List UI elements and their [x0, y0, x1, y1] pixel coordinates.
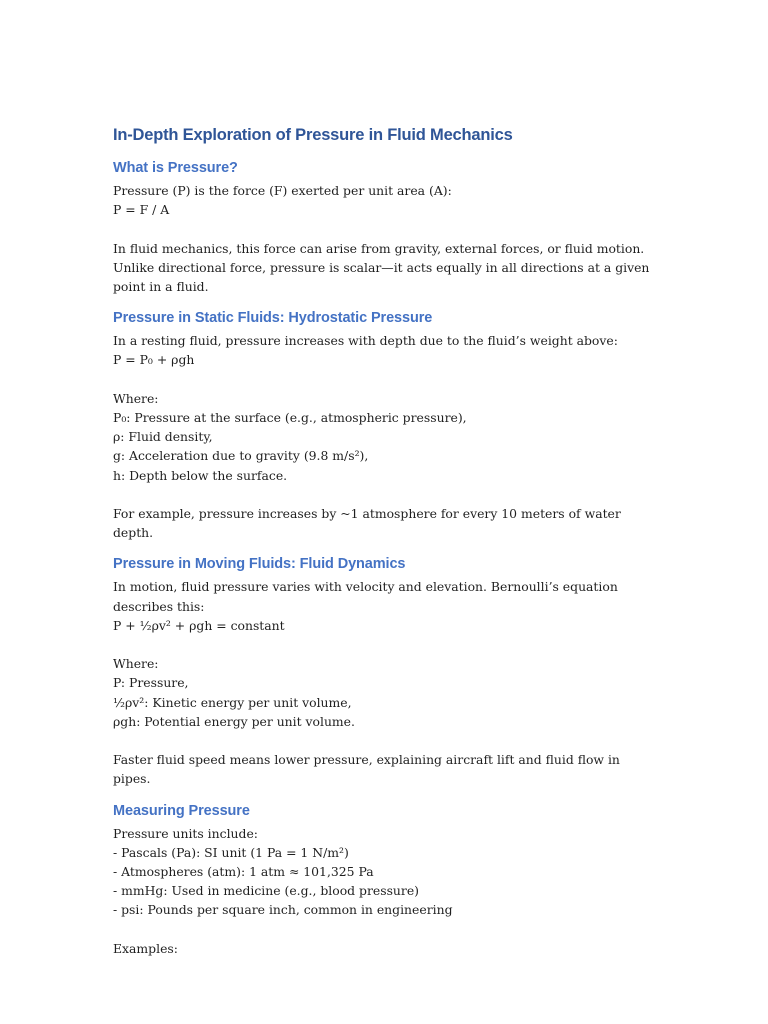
- definition-line: g: Acceleration due to gravity (9.8 m/s²),: [113, 448, 369, 464]
- section-heading-measuring-pressure: Measuring Pressure: [113, 802, 250, 819]
- definition-line: ½ρv²: Kinetic energy per unit volume,: [113, 694, 352, 710]
- equation-line: P = P₀ + ρgh: [113, 352, 195, 368]
- paragraph: In motion, fluid pressure varies with velocity and elevation. Bernoulli’s equation describes this:: [113, 579, 618, 614]
- section-heading-fluid-dynamics: Pressure in Moving Fluids: Fluid Dynamics: [113, 556, 406, 573]
- equation-line: P = F / A: [113, 202, 170, 218]
- definition-line: P: Pressure,: [113, 675, 189, 691]
- list-item: - Atmospheres (atm): 1 atm ≈ 101,325 Pa: [113, 864, 374, 880]
- section-heading-what-is-pressure: What is Pressure?: [113, 160, 238, 176]
- paragraph-line: In a resting fluid, pressure increases with depth due to the fluid’s weight above:: [113, 333, 618, 349]
- paragraph-line: Where:: [113, 390, 159, 406]
- document-page: [113, 124, 653, 958]
- definition-line: h: Depth below the surface.: [113, 467, 288, 483]
- definition-line: ρ: Fluid density,: [113, 429, 213, 445]
- paragraph: Faster fluid speed means lower pressure, explaining aircraft lift and fluid flow in pipes.: [113, 752, 620, 787]
- paragraph-line: Pressure units include:: [113, 825, 258, 841]
- paragraph: For example, pressure increases by ~1 atmosphere for every 10 meters of water depth.: [113, 506, 621, 541]
- definition-line: ρgh: Potential energy per unit volume.: [113, 713, 355, 729]
- paragraph-line: Pressure (P) is the force (F) exerted per unit area (A):: [113, 183, 452, 198]
- list-item: - mmHg: Used in medicine (e.g., blood pressure): [113, 883, 420, 899]
- list-item: - psi: Pounds per square inch, common in engineering: [113, 902, 453, 918]
- paragraph: In fluid mechanics, this force can arise from gravity, external forces, or fluid motion. Unlike directional force, pressure is scalar—it acts equally in all directions at a given point in a fluid.: [113, 240, 650, 294]
- list-item: - Pascals (Pa): SI unit (1 Pa = 1 N/m²): [113, 844, 349, 860]
- paragraph-line: Where:: [113, 656, 159, 672]
- definition-line: P₀: Pressure at the surface (e.g., atmospheric pressure),: [113, 410, 467, 425]
- equation-line: P + ½ρv² + ρgh = constant: [113, 617, 285, 633]
- paragraph-line: Examples:: [113, 940, 178, 956]
- document-title: In-Depth Exploration of Pressure in Fluid Mechanics: [113, 126, 513, 144]
- section-heading-hydrostatic-pressure: Pressure in Static Fluids: Hydrostatic Pressure: [113, 310, 433, 327]
